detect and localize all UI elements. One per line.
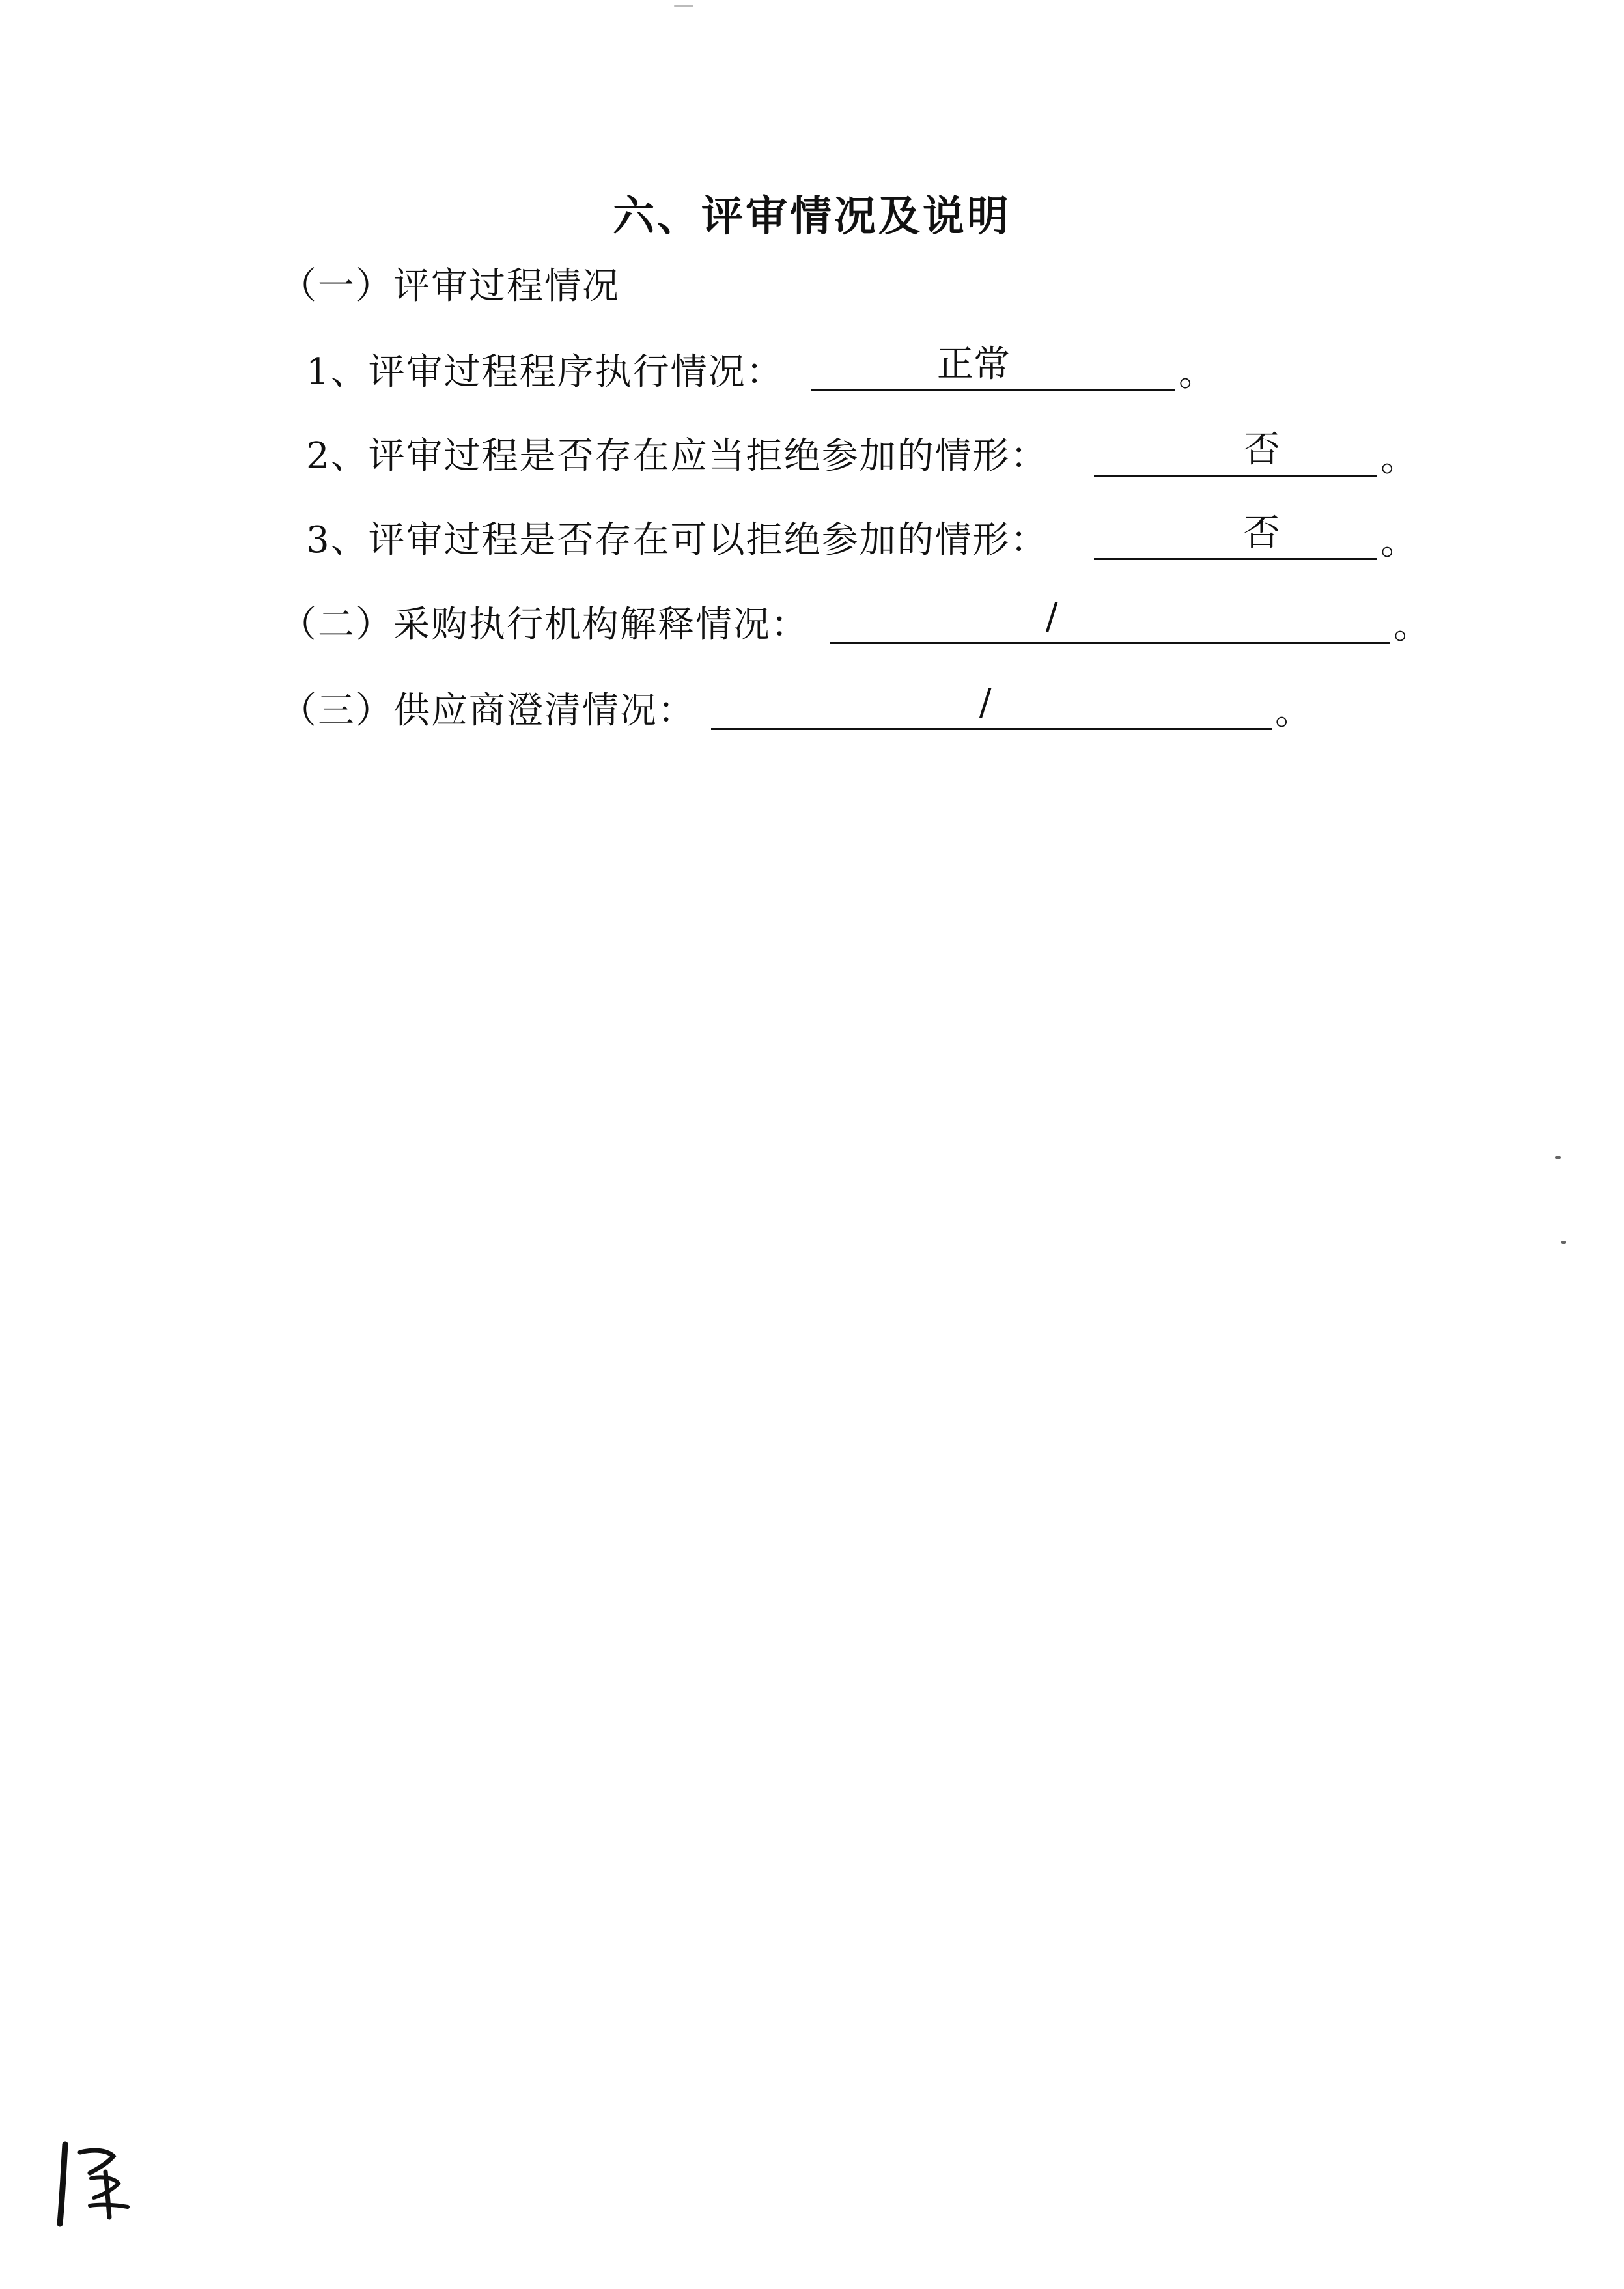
supplier-clarification-answer: /: [979, 682, 992, 724]
handwritten-signature: [51, 2133, 142, 2230]
item-must-refuse-answer: 否: [1243, 428, 1280, 471]
item-must-refuse-label: 2、评审过程是否存在应当拒绝参加的情形：: [306, 435, 1048, 477]
period-mark: 。: [1179, 352, 1215, 395]
subsection-heading-review-process: （一）评审过程情况: [280, 265, 620, 307]
item-must-refuse-answer-field: [1094, 424, 1377, 477]
item-procedure-label: 1、评审过程程序执行情况：: [306, 351, 784, 393]
supplier-clarification-answer-field: [711, 677, 1272, 730]
scan-artifact: [1555, 1156, 1561, 1159]
scan-artifact: [1561, 1241, 1566, 1244]
agency-explanation-label: （二）采购执行机构解释情况：: [280, 604, 809, 646]
item-procedure-answer: 正常: [937, 343, 1010, 386]
item-procedure-answer-field: [811, 339, 1175, 391]
supplier-clarification-label: （三）供应商澄清情况：: [280, 690, 695, 732]
agency-explanation-answer: /: [1045, 596, 1058, 638]
item-may-refuse-answer-field: [1094, 507, 1377, 560]
item-may-refuse-label: 3、评审过程是否存在可以拒绝参加的情形：: [306, 519, 1048, 561]
section-title: 六、评审情况及说明: [613, 193, 1011, 241]
period-mark: 。: [1380, 521, 1417, 563]
item-may-refuse-answer: 否: [1243, 512, 1280, 554]
agency-explanation-answer-field: [830, 591, 1390, 644]
period-mark: 。: [1380, 438, 1417, 480]
scan-artifact: [674, 5, 693, 7]
period-mark: 。: [1393, 605, 1430, 647]
period-mark: 。: [1275, 691, 1311, 733]
